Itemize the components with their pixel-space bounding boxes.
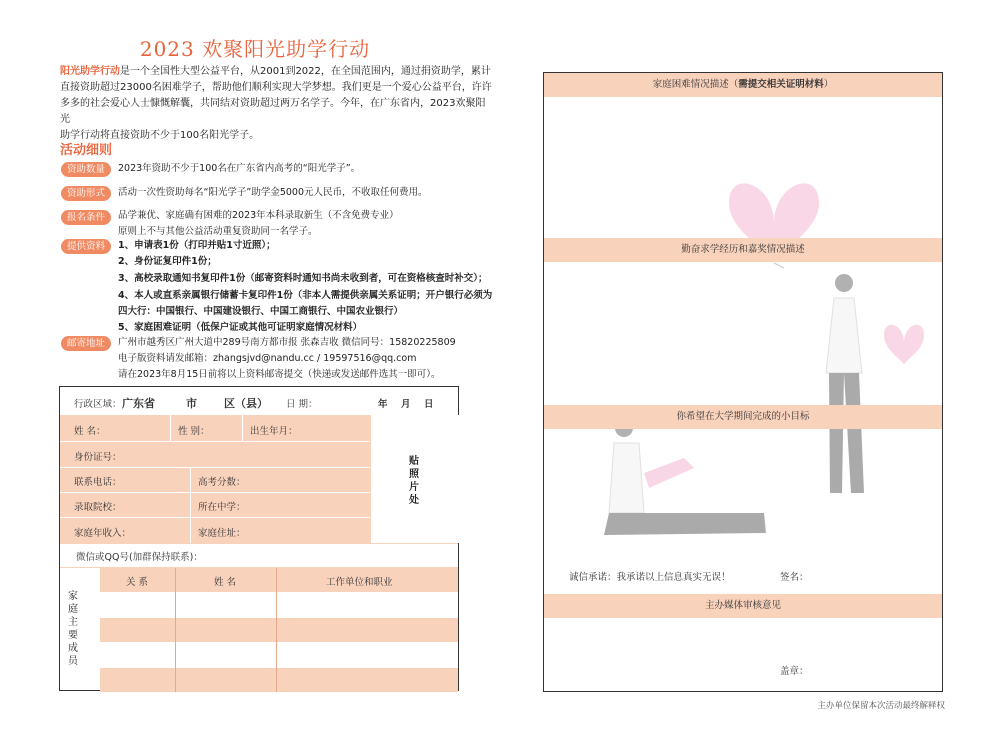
photo-label: 贴照片处 — [409, 456, 419, 506]
book-icon — [644, 458, 694, 488]
field-id[interactable]: 身份证号： — [74, 452, 122, 463]
row-divider — [100, 617, 458, 618]
region-county: 区（县） — [224, 397, 268, 410]
stamp-field[interactable]: 盖章： — [780, 666, 809, 677]
photo-box[interactable] — [370, 415, 459, 543]
intro-paragraph — [60, 64, 492, 144]
mail-address: 广州市越秀区广州大道中289号南方都市报 张森吉收 微信同号：15820225809 — [118, 337, 456, 348]
material-item: 5、家庭困难证明（低保户证或其他可证明家庭情况材料） — [118, 322, 363, 333]
family-row[interactable] — [100, 643, 458, 667]
row-divider — [60, 517, 370, 518]
description-panel — [543, 72, 943, 692]
field-phone[interactable]: 联系电话： — [74, 477, 122, 488]
row-divider — [60, 467, 370, 468]
col-name: 姓 名 — [214, 577, 237, 588]
small-heart-icon — [884, 325, 924, 365]
material-item: 4、本人或直系亲属银行储蓄卡复印件1份（非本人需提供亲属关系证明；开户银行必须为 — [118, 290, 493, 301]
field-gender[interactable]: 性 别： — [178, 426, 210, 437]
detail-conditions-line: 原则上不与其他公益活动重复资助同一名学子。 — [118, 226, 318, 237]
field-college[interactable]: 录取院校： — [74, 502, 122, 513]
family-label: 家庭主要成员 — [68, 591, 78, 667]
intro-line: 多多的社会爱心人士慷慨解囊，共同结对资助超过两万名学子。今年，在广东省内，2023欢聚阳光 — [60, 98, 486, 125]
field-name[interactable]: 姓 名： — [74, 426, 106, 437]
badge-form: 资助形式 — [61, 186, 111, 201]
field-address[interactable]: 家庭住址： — [198, 528, 246, 539]
family-table — [60, 567, 458, 692]
region-label: 行政区域： — [74, 399, 122, 410]
mail-deadline: 请在2023年8月15日前将以上资料邮寄提交（快递或发送邮件选其一即可）。 — [118, 369, 441, 380]
date-year: 年 — [378, 399, 388, 410]
field-score[interactable]: 高考分数： — [198, 477, 246, 488]
field-wechat[interactable]: 微信或QQ号(加群保持联系)： — [76, 552, 203, 563]
col-divider — [190, 467, 191, 543]
family-grid — [100, 568, 458, 692]
badge-count: 资助数量 — [61, 162, 111, 177]
row-divider — [100, 667, 458, 668]
section-difficulty-note: 需提交相关证明材料 — [738, 79, 824, 90]
detail-form-text: 活动一次性资助每名“阳光学子”助学金5000元人民币，不收取任何费用。 — [118, 187, 428, 198]
row-divider — [60, 441, 370, 442]
row-divider — [60, 492, 370, 493]
date-day: 日 — [424, 399, 434, 410]
col-divider — [170, 415, 171, 441]
details-title: 活动细则 — [60, 143, 113, 158]
col-divider — [242, 415, 243, 441]
woman-head-icon — [835, 274, 853, 292]
badge-materials: 提供资料 — [61, 239, 111, 254]
material-item: 3、高校录取通知书复印件1份（邮寄资料时通知书尚未收到者，可在资格核查时补交）； — [118, 273, 488, 284]
region-city: 市 — [186, 397, 197, 410]
intro-highlight: 阳光助学行动 — [60, 66, 120, 77]
material-item: 2、身份证复印件1份； — [118, 256, 217, 267]
field-school[interactable]: 所在中学： — [198, 502, 246, 513]
section-study: 勤奋求学经历和嘉奖情况描述 — [544, 238, 942, 262]
pledge-text: 诚信承诺：我承诺以上信息真实无误！ — [569, 572, 731, 583]
date-month: 月 — [401, 399, 411, 410]
section-review: 主办媒体审核意见 — [544, 594, 942, 618]
mail-email: 电子版资料请发邮箱：zhangsjvd@nandu.cc / 19597516@qq.com — [118, 353, 417, 364]
section-goal: 你希望在大学期间完成的小目标 — [544, 405, 942, 429]
footnote: 主办单位保留本次活动最终解释权 — [817, 701, 945, 711]
intro-line: 是一个全国性大型公益平台，从2001到2022，在全国范围内，通过捐资助学，累计 — [120, 66, 491, 77]
application-form — [59, 386, 459, 691]
badge-conditions: 报名条件 — [61, 210, 111, 225]
date-label: 日 期： — [286, 399, 318, 410]
page-title: 2023 欢聚阳光助学行动 — [139, 37, 371, 61]
badge-mail: 邮寄地址 — [61, 336, 111, 351]
field-birth[interactable]: 出生年月： — [250, 426, 298, 437]
section-difficulty-suffix: ） — [823, 79, 834, 90]
section-difficulty-label: 家庭困难情况描述（ — [652, 79, 739, 90]
sign-field[interactable]: 签名： — [780, 572, 809, 583]
detail-count-text: 2023年资助不少于100名在广东省内高考的“阳光学子”。 — [118, 163, 361, 174]
col-work: 工作单位和职业 — [326, 577, 393, 588]
material-item: 四大行：中国银行、中国建设银行、中国工商银行、中国农业银行） — [118, 306, 404, 317]
field-income[interactable]: 家庭年收入： — [74, 528, 132, 539]
family-row[interactable] — [100, 593, 458, 617]
region-province: 广东省 — [122, 397, 155, 410]
detail-conditions-line: 品学兼优、家庭确有困难的2023年本科录取新生（不含免费专业） — [118, 210, 399, 221]
col-relation: 关 系 — [126, 577, 149, 588]
col-divider — [276, 568, 277, 692]
intro-line: 助学行动将直接资助不少于100名阳光学子。 — [60, 130, 260, 141]
family-grid-bg — [100, 568, 458, 692]
material-item: 1、申请表1份（打印并贴1寸近照）； — [118, 240, 276, 251]
col-divider — [175, 568, 176, 692]
intro-line: 直接资助超过23000名困难学子，帮助他们顺利实现大学梦想。我们更是一个爱心公益平台，许许 — [60, 82, 492, 93]
section-difficulty — [544, 73, 942, 97]
